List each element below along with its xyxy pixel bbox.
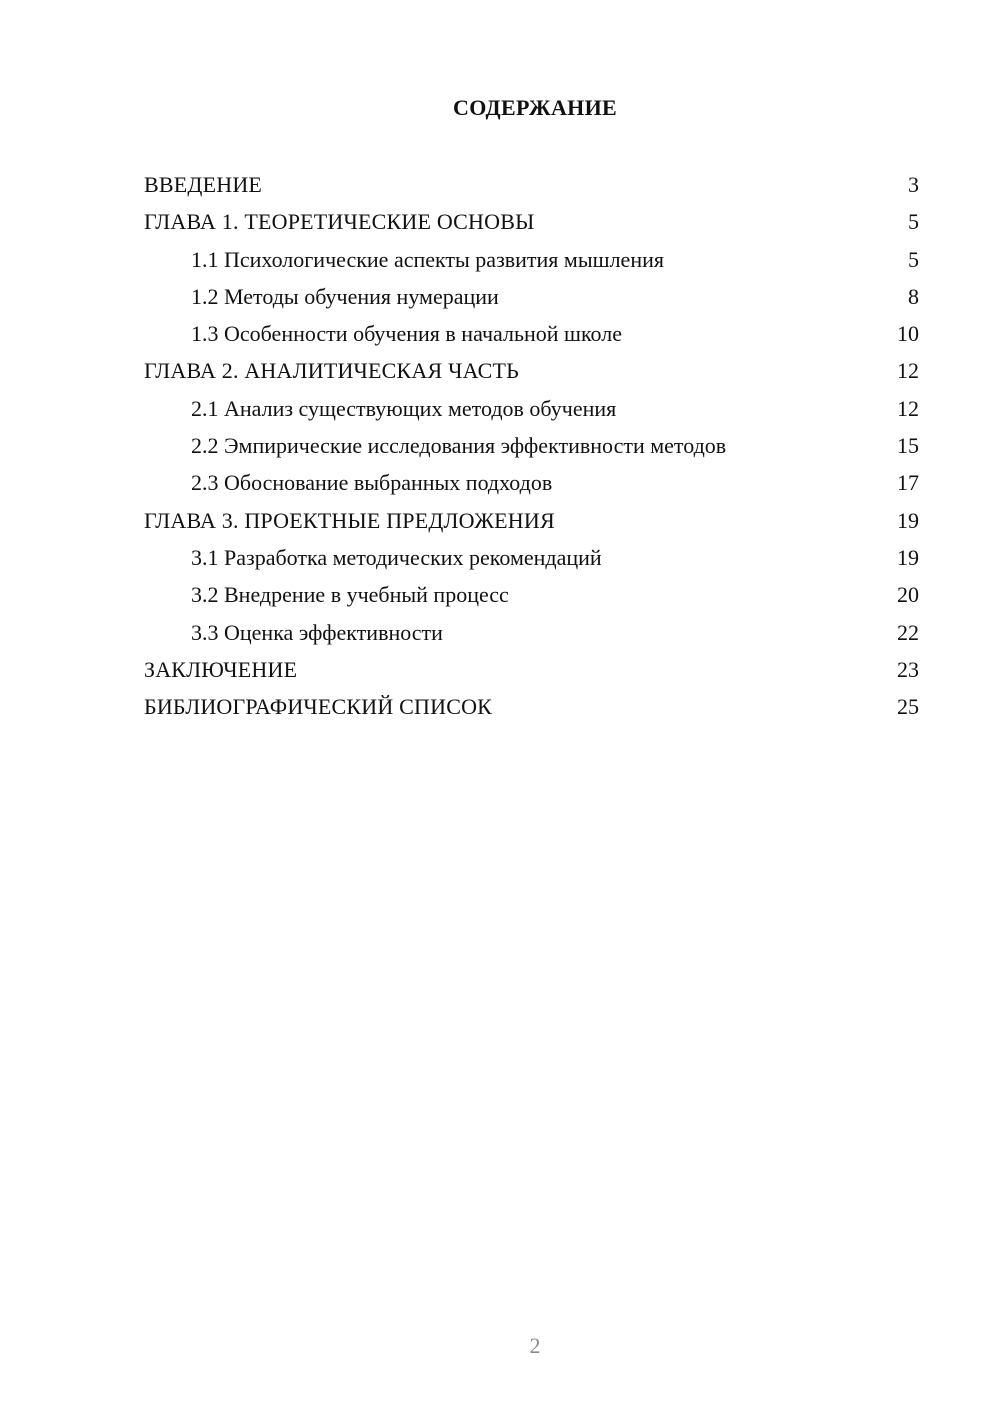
toc-entry-section-3-3 [144,614,919,651]
toc-entry-label: ГЛАВА 1. ТЕОРЕТИЧЕСКИЕ ОСНОВЫ [144,209,535,235]
toc-entry-label: ГЛАВА 2. АНАЛИТИЧЕСКАЯ ЧАСТЬ [144,358,519,384]
toc-entry-page: 20 [897,582,919,608]
toc-entry-label: 2.2 Эмпирические исследования эффективности методов [191,433,727,459]
toc-entry-label: 3.1 Разработка методических рекомендаций [191,544,602,570]
toc-entry-page: 15 [897,433,919,459]
toc-entry-label: ЗАКЛЮЧЕНИЕ [144,656,298,682]
toc-entry-page: 22 [897,619,919,645]
toc-entry-label: 3.2 Внедрение в учебный процесс [191,582,509,608]
toc-title: СОДЕРЖАНИЕ [453,95,617,120]
toc-entry-page: 12 [897,395,919,421]
toc-entry-label: 2.3 Обоснование выбранных подходов [191,470,553,496]
toc-entry-section-2-3 [144,464,919,501]
toc-list [144,166,919,725]
toc-entry-label: ВВЕДЕНИЕ [144,172,263,197]
toc-entry-section-1-3 [144,315,919,352]
toc-entry-page: 5 [908,209,919,235]
toc-entry-section-2-2 [144,427,919,464]
toc-entry-bibliography [144,688,919,725]
toc-entry-section-3-2 [144,576,919,613]
page-number: 2 [529,1333,541,1358]
toc-entry-label: 1.2 Методы обучения нумерации [191,283,499,309]
toc-entry-page: 12 [897,358,919,384]
toc-entry-section-3-1 [144,539,919,576]
toc-entry-chapter-3 [144,502,919,539]
toc-entry-label: 3.3 Оценка эффективности [191,619,443,645]
toc-entry-introduction [144,166,919,203]
toc-entry-label: ГЛАВА 3. ПРОЕКТНЫЕ ПРЕДЛОЖЕНИЯ [144,507,555,533]
toc-entry-page: 25 [897,694,919,720]
toc-entry-page: 19 [897,544,919,570]
toc-entry-section-1-2 [144,278,919,315]
toc-entry-page: 5 [908,246,919,272]
toc-entry-section-1-1 [144,241,919,278]
toc-entry-conclusion [144,651,919,688]
toc-entry-page: 8 [908,283,919,309]
toc-entry-page: 3 [908,172,919,197]
toc-entry-page: 19 [897,507,919,533]
toc-entry-chapter-2 [144,352,919,389]
toc-entry-chapter-1 [144,203,919,240]
toc-entry-page: 23 [897,656,919,682]
toc-entry-page: 17 [897,470,919,496]
toc-entry-page: 10 [897,321,919,347]
toc-entry-label: 1.1 Психологические аспекты развития мышления [191,246,664,272]
toc-entry-label: 1.3 Особенности обучения в начальной школе [191,321,623,347]
toc-entry-label: БИБЛИОГРАФИЧЕСКИЙ СПИСОК [144,694,493,720]
toc-entry-section-2-1 [144,390,919,427]
toc-entry-label: 2.1 Анализ существующих методов обучения [191,395,617,421]
